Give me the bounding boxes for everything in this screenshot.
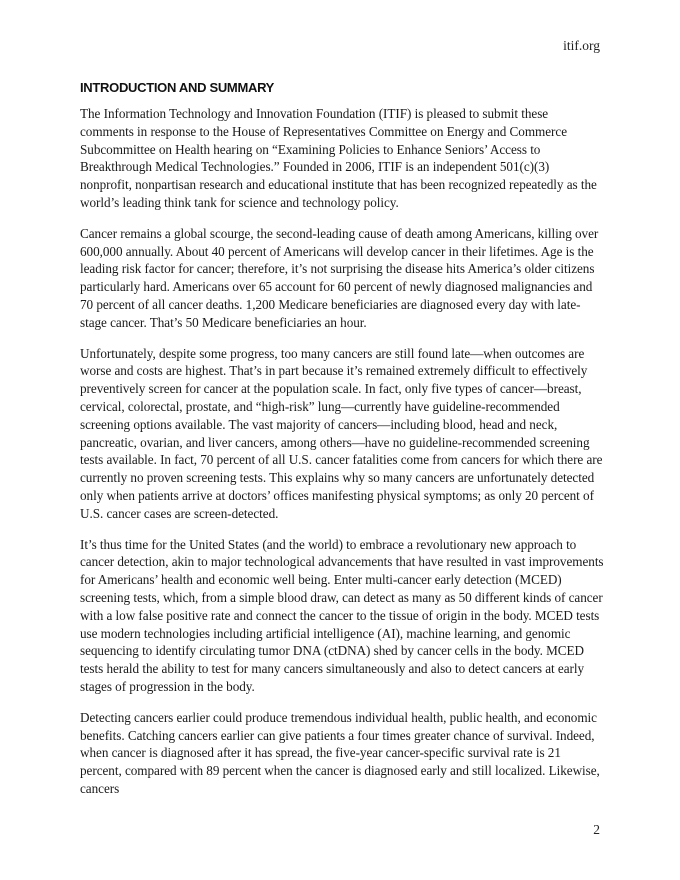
main-content [80,79,604,811]
paragraph-itif-intro: The Information Technology and Innovation Foundation (ITIF) is pleased to submit these comments in response to the House of Representatives Committee on Energy and Commerce Subcommittee on Health hearing on “Examining Policies to Enhance Seniors’ Access to Breakthrough Medical Technologies.” Founded in 2006, ITIF is an independent 501(c)(3) nonprofit, nonpartisan research and educational institute that has been recognized repeatedly as the world’s leading think tank for science and technology policy. [80,106,597,210]
paragraph-early-detection-benefits: Detecting cancers earlier could produce tremendous individual health, public health, and economic benefits. Catching cancers earlier can give patients a four times greater chance of survival. Indeed, when cancer is diagnosed after it has spread, the five-year cancer-specific survival rate is 21 percent, compared with 89 percent when the cancer is diagnosed early and still localized. Likewise, cancers [80,709,600,796]
header-site-name: itif.org [563,38,600,53]
paragraph-mced-tests: It’s thus time for the United States (and the world) to embrace a revolutionary new approach to cancer detection, akin to major technological advancements that have resulted in vast improvements for Americans’ health and economic well being. Enter multi-cancer early detection (MCED) screening tests, which, from a simple blood draw, can detect as many as 50 different kinds of cancer with a low false positive rate and connect the cancer to the tissue of origin in the body. MCED tests use modern technologies including artificial intelligence (AI), machine learning, and genomic sequencing to identify circulating tumor DNA (ctDNA) shed by cancer cells in the body. MCED tests herald the ability to test for many cancers simultaneously and also to detect cancers at early stages of progression in the body. [80,536,604,694]
section-heading: INTRODUCTION AND SUMMARY [80,80,275,95]
paragraph-cancer-scourge: Cancer remains a global scourge, the second-leading cause of death among Americans, killing over 600,000 annually. About 40 percent of Americans will develop cancer in their lifetimes. Age is the leading risk factor for cancer; therefore, it’s not surprising the disease hits America’s older citizens particularly hard. Americans over 65 account for 60 percent of newly diagnosed malignancies and 70 percent of all cancer deaths. 1,200 Medicare beneficiaries are diagnosed every day with late-stage cancer. That’s 50 Medicare beneficiaries an hour. [80,225,599,330]
paragraph-late-detection: Unfortunately, despite some progress, too many cancers are still found late—when outcomes are worse and costs are highest. That’s in part because it’s remained extremely difficult to effectively preventively screen for cancer at the population scale. In fact, only five types of cancer—breast, cervical, colorectal, prostate, and “high-risk” lung—currently have guideline-recommended screening options available. The vast majority of cancers—including blood, head and neck, pancreatic, ovarian, and liver cancers, among others—have no guideline-recommended screening tests available. In fact, 70 percent of all U.S. cancer fatalities come from cancers for which there are currently no proven screening tests. This explains why so many cancers are unfortunately detected only when patients arrive at doctors’ offices manifesting physical symptoms; as only 20 percent of U.S. cancer cases are screen-detected. [80,345,603,521]
page-number: 2 [593,822,600,837]
